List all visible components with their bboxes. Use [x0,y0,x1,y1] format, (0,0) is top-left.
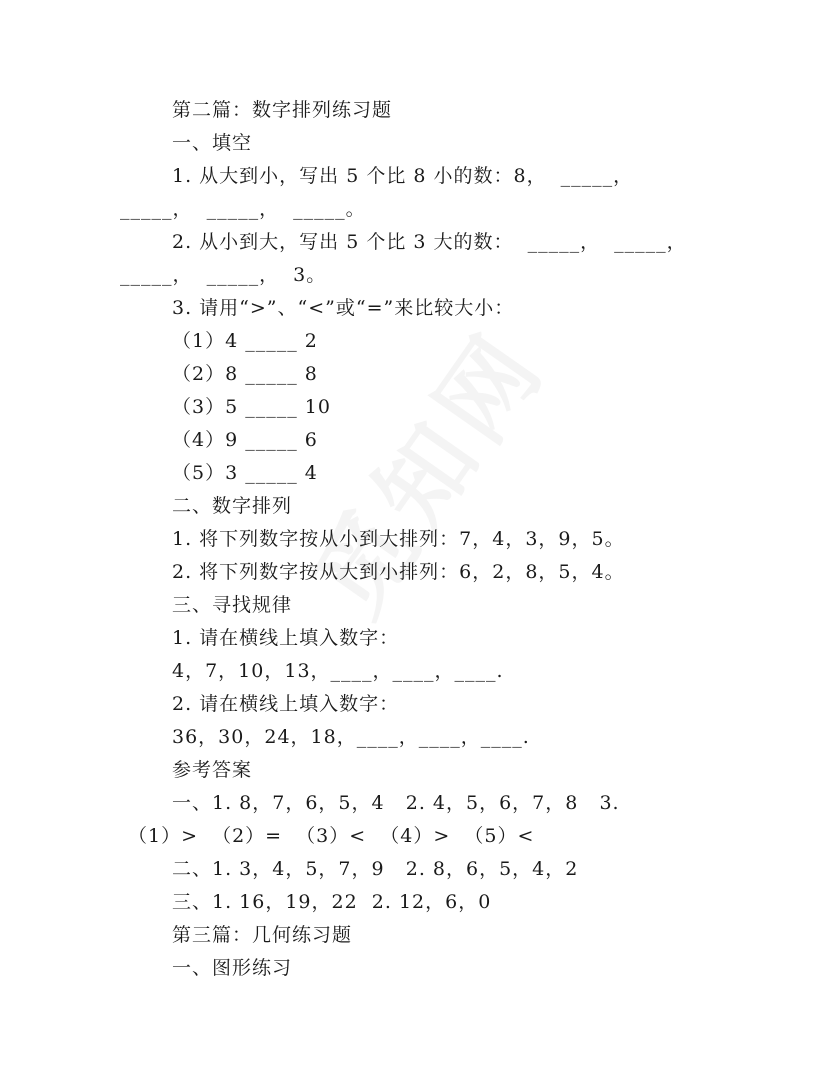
compare-item-2: （2）8 _____ 8 [172,363,318,385]
question-1-line-2: _____， _____， _____。 [120,198,366,220]
answer-section-3: 三、1. 16，19，22 2. 12，6，0 [172,891,492,913]
sorting-question-2: 2. 将下列数字按从大到小排列：6，2，8，5，4。 [172,561,625,583]
heading-answers: 参考答案 [172,759,253,781]
section-title-geometry: 第三篇：几何练习题 [172,924,353,946]
pattern-sequence-2: 36，30，24，18，____，____，____. [172,726,530,748]
heading-find-pattern: 三、寻找规律 [172,594,293,616]
heading-shape-practice: 一、图形练习 [172,957,293,979]
section-title-number-sorting: 第二篇：数字排列练习题 [172,99,393,121]
question-3: 3. 请用“>”、“<”或“=”来比较大小： [172,297,515,319]
question-2-line-2: _____， _____， 3。 [120,264,327,286]
compare-item-4: （4）9 _____ 6 [172,429,318,451]
answer-section-2: 二、1. 3，4，5，7，9 2. 8，6，5，4，2 [172,858,579,880]
heading-fill-blank: 一、填空 [172,132,253,154]
question-1-line-1: 1. 从大到小，写出 5 个比 8 小的数：8， _____， [172,165,634,187]
pattern-question-2: 2. 请在横线上填入数字： [172,693,400,715]
pattern-question-1: 1. 请在横线上填入数字： [172,627,400,649]
compare-item-5: （5）3 _____ 4 [172,462,318,484]
sorting-question-1: 1. 将下列数字按从小到大排列：7，4，3，9，5。 [172,528,625,550]
compare-item-1: （1）4 _____ 2 [172,330,318,352]
answer-section-1-line-1: 一、1. 8，7，6，5，4 2. 4，5，6，7，8 3. [172,792,620,814]
watermark-text [277,299,572,638]
question-2-line-1: 2. 从小到大，写出 5 个比 3 大的数： _____， _____， [172,231,687,253]
pattern-sequence-1: 4，7，10，13，____，____，____. [172,660,504,682]
compare-item-3: （3）5 _____ 10 [172,396,331,418]
answer-section-1-line-2: （1）> （2）= （3）< （4）> （5）< [128,825,535,847]
heading-number-sorting: 二、数字排列 [172,495,293,517]
